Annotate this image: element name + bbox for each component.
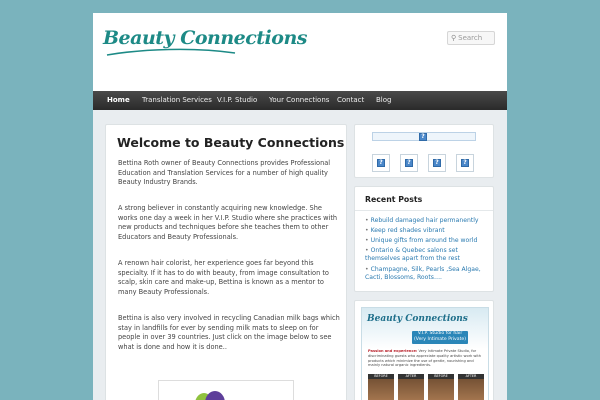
missing-image-icon: ? xyxy=(419,133,427,141)
recent-post-link[interactable]: • Ontario & Quebec salons set themselves apart from the rest xyxy=(365,247,491,264)
before-label: BEFORE xyxy=(368,374,394,379)
nav-translation-services[interactable]: Translation Services xyxy=(142,96,212,104)
colorist-paragraph: A renown hair colorist, her experience goes far beyond this specialty. If it has to do with beauty, from image consultation to scalp, skin care and make-up, Bettina is known as a mentor to many Beauty Professionals. xyxy=(118,259,329,296)
after-label: AFTER xyxy=(398,374,424,379)
nav-vip-studio[interactable]: V.I.P. Studio xyxy=(217,96,258,104)
site-header xyxy=(93,13,507,91)
search-icon: ⚲ xyxy=(451,34,457,42)
promo-body: Very Intimate Private Studio, for discriminating guests who appreciate quality artistic work with products which minimize the use of gentle, nourishing and mainly natural organic ingredients. xyxy=(368,349,482,368)
promo-tag: V.I.P. Studio for hair (Very Intimate Private) xyxy=(414,331,466,342)
promo-lead: Passion and experience: xyxy=(368,349,418,353)
intro-paragraph: Bettina Roth owner of Beauty Connections provides Professional Education and Translation Services for a number of high quality Beauty Industry Brands. xyxy=(118,159,331,187)
after-photo xyxy=(458,374,484,400)
logo-text: Beauty Connections xyxy=(103,27,307,49)
promo-description xyxy=(368,349,486,368)
image-link-3[interactable] xyxy=(428,154,446,172)
nav-home[interactable]: Home xyxy=(107,96,130,104)
missing-image-icon: ? xyxy=(433,159,441,167)
image-link-1[interactable] xyxy=(372,154,390,172)
before-photo xyxy=(368,374,394,400)
divider xyxy=(355,210,493,211)
image-link-2[interactable] xyxy=(400,154,418,172)
promo-widget xyxy=(354,300,494,400)
nav-blog[interactable]: Blog xyxy=(376,96,392,104)
recent-posts-title: Recent Posts xyxy=(365,195,423,204)
recycling-paragraph: Bettina is also very involved in recycling Canadian milk bags which stay in landfills for ever by sending milk mats to sleep on for people in over 39 countries. Just click on the image below to see what is done and how it is done.. xyxy=(118,314,340,351)
missing-image-icon: ? xyxy=(405,159,413,167)
banner-image-link[interactable] xyxy=(372,132,476,141)
vip-studio-promo-image[interactable] xyxy=(361,307,489,400)
recent-post-link[interactable]: • Rebuild damaged hair permanently xyxy=(365,217,491,225)
page-container xyxy=(93,13,507,400)
main-content xyxy=(105,124,347,400)
missing-image-icon: ? xyxy=(377,159,385,167)
promo-logo: Beauty Connections xyxy=(367,314,468,324)
recent-post-link[interactable]: • Unique gifts from around the world xyxy=(365,237,491,245)
after-label: AFTER xyxy=(458,374,484,379)
page-title: Welcome to Beauty Connections xyxy=(117,135,345,150)
recent-post-link[interactable]: • Champagne, Silk, Pearls ,Sea Algae, Cacti, Blossoms, Roots…. xyxy=(365,266,491,283)
main-navigation xyxy=(93,91,507,110)
missing-image-icon: ? xyxy=(461,159,469,167)
search-placeholder: Search xyxy=(458,34,483,42)
search-input[interactable] xyxy=(447,31,495,45)
milk-bag-image-link[interactable] xyxy=(158,380,294,400)
after-photo xyxy=(398,374,424,400)
before-label: BEFORE xyxy=(428,374,454,379)
recent-posts-widget xyxy=(354,186,494,292)
thumbnail-graphic-purple xyxy=(205,391,225,400)
before-photo xyxy=(428,374,454,400)
image-link-4[interactable] xyxy=(456,154,474,172)
image-links-widget xyxy=(354,124,494,178)
recent-post-link[interactable]: • Keep red shades vibrant xyxy=(365,227,491,235)
nav-your-connections[interactable]: Your Connections xyxy=(269,96,330,104)
nav-contact[interactable]: Contact xyxy=(337,96,365,104)
knowledge-paragraph: A strong believer in constantly acquiring new knowledge. She works one day a week in her V.I.P. Studio where she practices with new products and techniques before she teaches them to other Educators and Beauty Professionals. xyxy=(118,204,338,241)
